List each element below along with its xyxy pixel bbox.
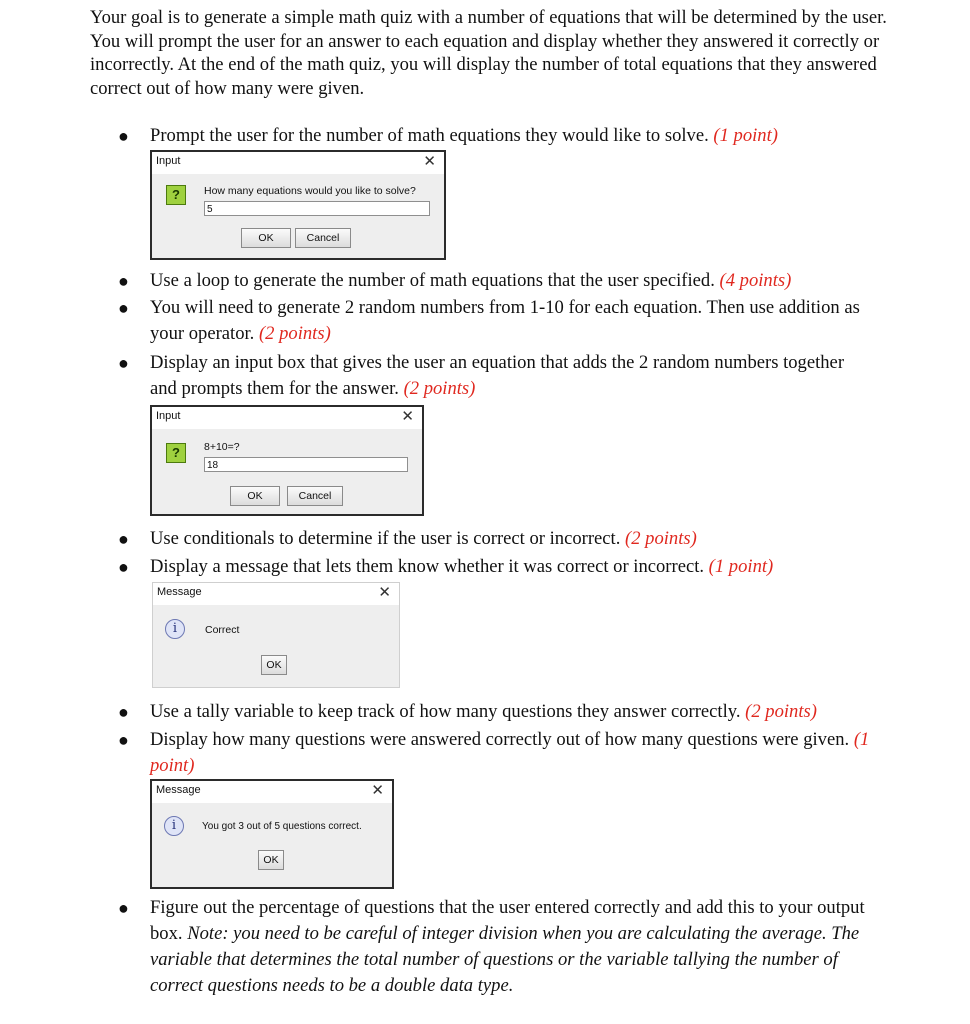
bullet-points: (2 points) <box>258 323 331 344</box>
ok-button[interactable]: OK <box>230 486 280 506</box>
bullet-dot: ● <box>118 557 129 577</box>
close-icon[interactable]: ✕ <box>423 153 436 170</box>
bullet-text: Use a tally variable to keep track of how many questions they answer correctly. <box>150 701 741 722</box>
bullet-points: (4 points) <box>719 270 792 291</box>
ok-button[interactable]: OK <box>241 228 291 248</box>
bullet-dot: ● <box>118 353 129 373</box>
bullet-points: (1 point) <box>713 125 778 146</box>
cancel-button[interactable]: Cancel <box>287 486 343 506</box>
bullet-points: (2 points) <box>625 528 697 549</box>
bullet-text: Display an input box that gives the user an equation that adds the 2 random numbers together and prompts them for the answer. <box>150 352 845 399</box>
message-dialog-result <box>152 582 400 688</box>
message-dialog-summary <box>150 779 394 889</box>
bullet-dot: ● <box>118 271 129 291</box>
dialog-title-bar <box>153 583 399 605</box>
input-dialog-equation <box>150 405 424 516</box>
bullet-dot: ● <box>118 298 129 318</box>
dialog-message: You got 3 out of 5 questions correct. <box>202 821 362 832</box>
answer-input[interactable]: 5 <box>204 201 430 216</box>
dialog-title-bar <box>152 152 444 174</box>
ok-button[interactable]: OK <box>258 850 284 870</box>
dialog-title: Message <box>156 784 201 796</box>
question-icon: ? <box>166 185 186 205</box>
ok-button[interactable]: OK <box>261 655 287 675</box>
input-dialog-count <box>150 150 446 260</box>
bullet-points: (1 point) <box>150 729 870 776</box>
intro-paragraph <box>90 6 890 100</box>
bullet-dot: ● <box>118 702 129 722</box>
close-icon[interactable]: ✕ <box>371 782 384 799</box>
bullet-points: (2 points) <box>745 701 817 722</box>
dialog-message: Correct <box>205 624 240 636</box>
info-icon: i <box>165 619 185 639</box>
dialog-title: Input <box>156 155 181 167</box>
bullet-dot: ● <box>118 126 129 146</box>
bullet-text: Prompt the user for the number of math equations they would like to solve. <box>150 125 709 146</box>
cancel-button[interactable]: Cancel <box>295 228 351 248</box>
bullet-dot: ● <box>118 898 129 918</box>
dialog-prompt: 8+10=? <box>204 441 240 453</box>
bullet-text: Use conditionals to determine if the user is correct or incorrect. <box>150 528 621 549</box>
dialog-title-bar <box>152 407 422 429</box>
bullet-points: (2 points) <box>403 378 476 399</box>
close-icon[interactable]: ✕ <box>378 584 391 601</box>
dialog-title: Input <box>156 410 181 422</box>
bullet-text: Display how many questions were answered correctly out of how many questions were given. <box>150 729 850 750</box>
info-icon: i <box>164 816 184 836</box>
bullet-text: Use a loop to generate the number of math equations that the user specified. <box>150 270 715 291</box>
close-icon[interactable]: ✕ <box>401 408 414 425</box>
bullet-text: Display a message that lets them know whether it was correct or incorrect. <box>150 556 705 577</box>
bullet-note: Note: you need to be careful of integer division when you are calculating the average. The variable that determines the total number of questions or the variable tallying the number of correct questions needs to be a double data type. <box>150 923 860 996</box>
bullet-text: Figure out the percentage of questions that the user entered correctly and add this to your output box. <box>150 897 865 944</box>
dialog-prompt: How many equations would you like to solve? <box>204 185 416 197</box>
bullet-text: You will need to generate 2 random numbers from 1-10 for each equation. Then use addition as your operator. <box>150 297 860 344</box>
bullet-dot: ● <box>118 730 129 750</box>
dialog-title-bar <box>152 781 392 803</box>
dialog-title: Message <box>157 586 202 598</box>
bullet-points: (1 point) <box>708 556 774 577</box>
question-icon: ? <box>166 443 186 463</box>
answer-input[interactable]: 18 <box>204 457 408 472</box>
intro-text: Your goal is to generate a simple math quiz with a number of equations that will be determined by the user. You will prompt the user for an answer to each equation and display whether they answered it correctly or incorrectly. At the end of the math quiz, you will display the number of total equations that they answered correct out of how many were given. <box>90 7 887 99</box>
bullet-dot: ● <box>118 529 129 549</box>
